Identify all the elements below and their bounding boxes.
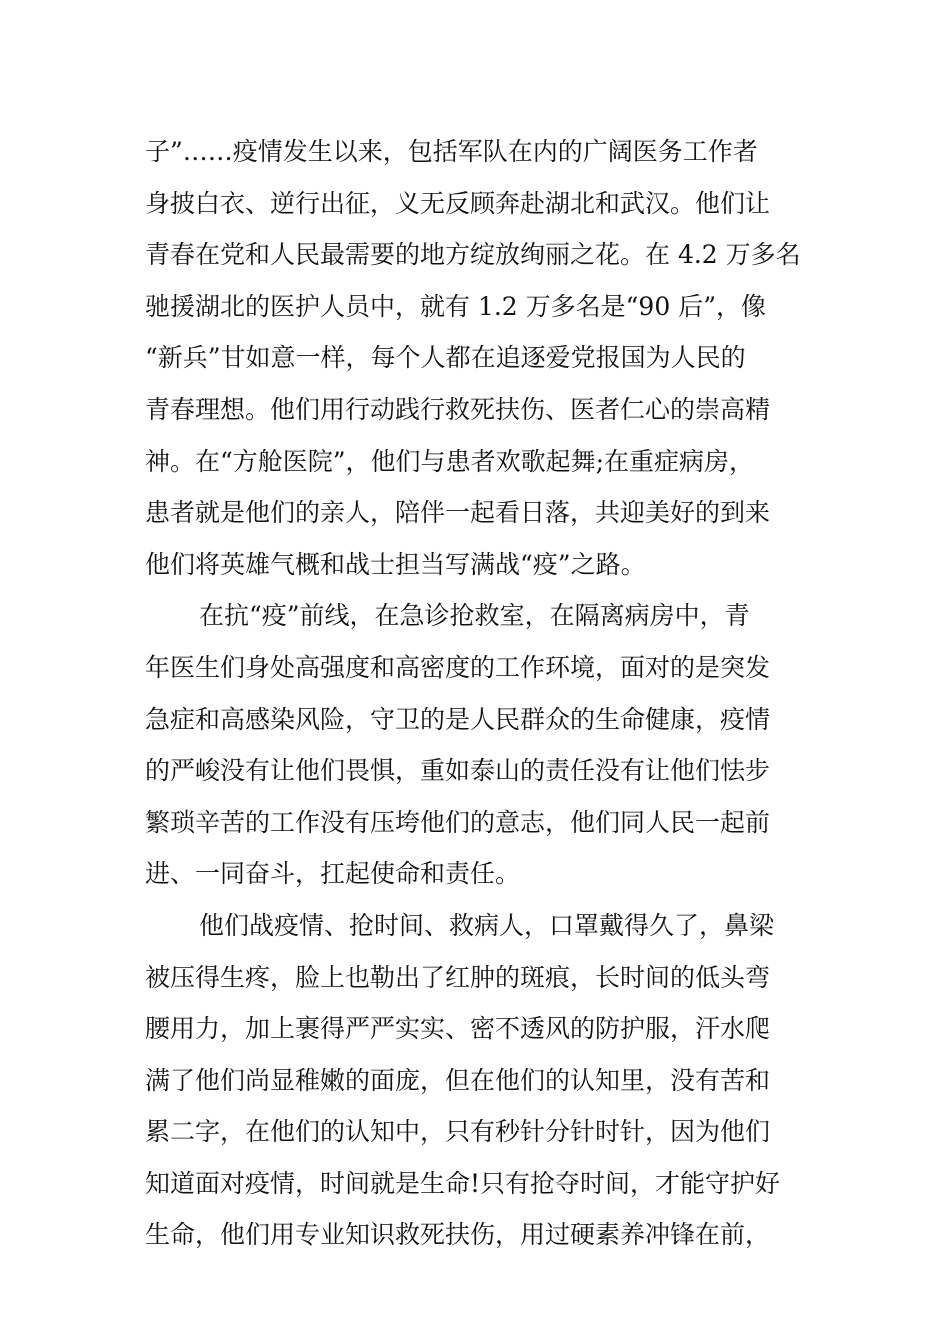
text-line: 知道面对疫情，时间就是生命!只有抢夺时间，才能守护好 bbox=[145, 1168, 781, 1198]
text-line: 驰援湖北的医护人员中，就有 1.2 万多名是“90 后”，像 bbox=[145, 291, 766, 321]
text-line: 他们战疫情、抢时间、救病人，口罩戴得久了，鼻梁 bbox=[199, 910, 775, 940]
text-line: 青春在党和人民最需要的地方绽放绚丽之花。在 4.2 万多名 bbox=[145, 240, 801, 270]
text-line: 神。在“方舱医院”，他们与患者欢歌起舞;在重症病房， bbox=[145, 446, 754, 476]
paragraph-3 bbox=[145, 900, 810, 1261]
text-line: 的严峻没有让他们畏惧，重如泰山的责任没有让他们怯步 bbox=[145, 756, 771, 786]
paragraph-2 bbox=[145, 590, 810, 900]
text-line: 在抗“疫”前线，在急诊抢救室，在隔离病房中，青 bbox=[199, 601, 750, 631]
text-line: 年医生们身处高强度和高密度的工作环境，面对的是突发 bbox=[145, 652, 771, 682]
text-line: 腰用力，加上裹得严严实实、密不透风的防护服，汗水爬 bbox=[145, 1014, 771, 1044]
text-line: 满了他们尚显稚嫩的面庞，但在他们的认知里，没有苦和 bbox=[145, 1065, 771, 1095]
text-line: 身披白衣、逆行出征，义无反顾奔赴湖北和武汉。他们让 bbox=[145, 188, 771, 218]
text-line: 累二字，在他们的认知中，只有秒针分针时针，因为他们 bbox=[145, 1117, 771, 1147]
text-line: 生命，他们用专业知识救死扶伤，用过硬素养冲锋在前， bbox=[145, 1220, 771, 1250]
text-line: 繁琐辛苦的工作没有压垮他们的意志，他们同人民一起前 bbox=[145, 807, 771, 837]
text-line: 急症和高感染风险，守卫的是人民群众的生命健康，疫情 bbox=[145, 704, 771, 734]
text-line: 青春理想。他们用行动践行救死扶伤、医者仁心的崇高精 bbox=[145, 394, 771, 424]
paragraph-1 bbox=[145, 126, 810, 590]
text-line: 患者就是他们的亲人，陪伴一起看日落，共迎美好的到来 bbox=[145, 498, 771, 528]
body-text bbox=[145, 126, 810, 1261]
text-line: 子”……疫情发生以来，包括军队在内的广阔医务工作者 bbox=[145, 137, 758, 166]
text-line: 被压得生疼，脸上也勒出了红肿的斑痕，长时间的低头弯 bbox=[145, 962, 771, 992]
text-line: “新兵”甘如意一样，每个人都在追逐爱党报国为人民的 bbox=[145, 343, 746, 373]
text-line: 进、一同奋斗，扛起使命和责任。 bbox=[145, 859, 521, 889]
text-line: 他们将英雄气概和战士担当写满战“疫”之路。 bbox=[145, 549, 646, 579]
